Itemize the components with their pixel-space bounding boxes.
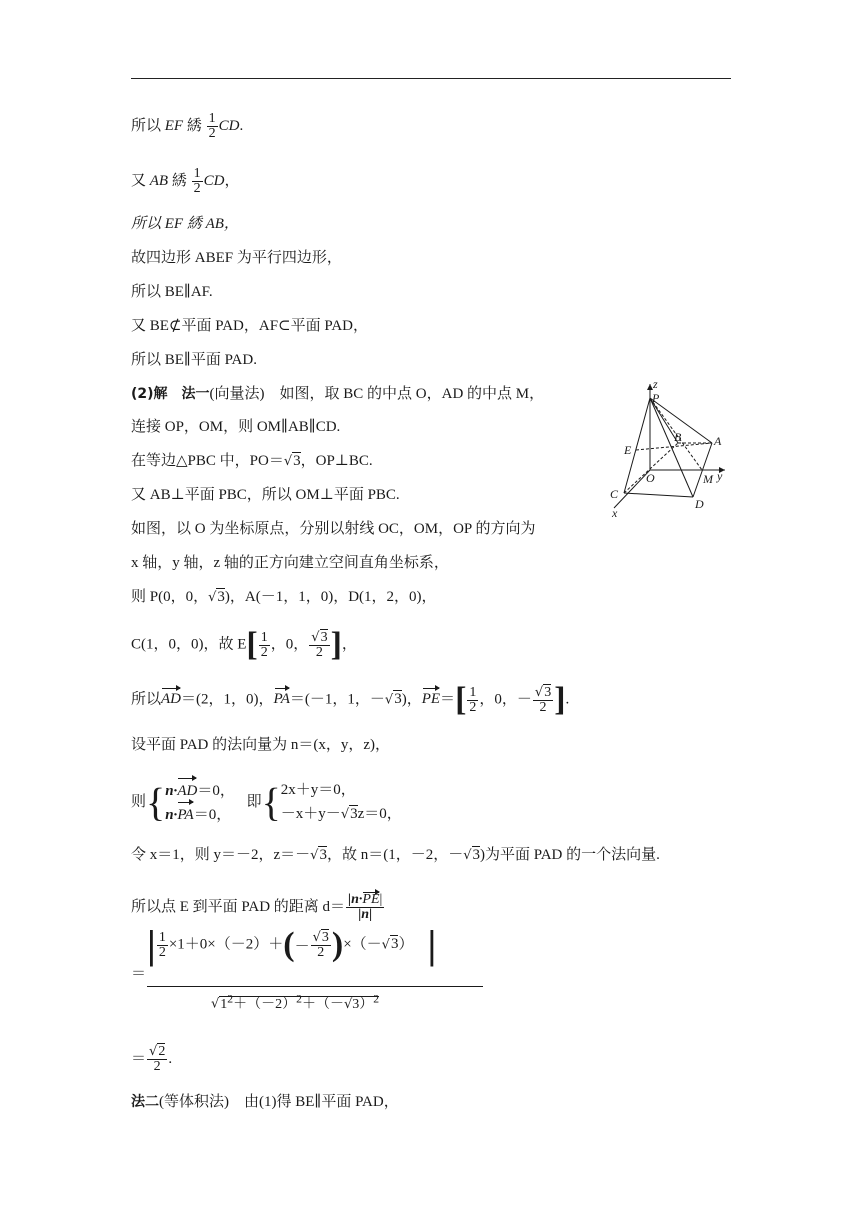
equals-sign: ＝	[131, 966, 147, 982]
line-be-parallel-plane: 所以 BE∥平面 PAD.	[131, 352, 257, 368]
text: 綉	[171, 172, 187, 189]
text: EF	[164, 117, 184, 134]
fraction: $\frac{1}{2}$	[193, 166, 201, 196]
line-result: ＝ $\frac{√2}{2}$ .	[131, 1044, 173, 1074]
line-be-not-in-plane: 又 BE⊄平面 PAD，AF⊂平面 PAD，	[131, 318, 368, 334]
line-parallelogram: 故四边形 ABEF 为平行四边形，	[131, 250, 342, 266]
text: CD	[218, 117, 240, 134]
text: CD	[203, 172, 225, 189]
method-heading: (2)解 法一	[131, 386, 210, 402]
label-b: B	[674, 430, 682, 444]
line-om-perp: 又 AB⊥平面 PBC，所以 OM⊥平面 PBC.	[131, 487, 400, 503]
label-c: C	[610, 487, 619, 501]
line-distance: 所以点 E 到平面 PAD 的距离 d＝ $\frac{|n\cdot PE|}{|n|}$	[131, 892, 383, 922]
label-o: O	[646, 471, 655, 485]
line-point-e: C(1，0，0)，故 E[ $\frac{1}{2}$ ，0， $\frac{√3}{2}$ ]，	[131, 626, 357, 663]
fraction: $\frac{√3}{2}$	[311, 629, 328, 660]
fraction: $\frac{1}{2}$	[208, 111, 216, 141]
vector-pa: PA	[273, 691, 290, 708]
line-method-two	[131, 1092, 399, 1112]
header-rule	[131, 78, 731, 79]
fraction: $\frac{|n\cdot PE|}{|n|}$	[348, 892, 383, 922]
fraction: $\frac{√2}{2}$	[149, 1044, 166, 1074]
label-e: E	[624, 443, 632, 457]
text: (等体积法) 由(1)得 BE∥平面 PAD，	[159, 1094, 399, 1110]
line-method-one	[131, 384, 544, 404]
text: AB	[149, 172, 169, 189]
line-ef-half-cd: 所以 EF 綉 $\frac{1}{2}$ CD.	[131, 111, 244, 141]
line-vectors: 所以AD＝(2，1，0)，PA＝(－1，1，－√3)，PE＝[ $\frac{1}{2}$ ，0，－ $\frac{√3}{2}$ ].	[131, 681, 570, 718]
system-1: n·AD＝0， n·PA＝0，	[165, 779, 235, 827]
label-a: A	[714, 434, 722, 448]
label-m: M	[703, 472, 713, 486]
label-p: P	[652, 391, 660, 405]
vector-pe: PE	[421, 691, 441, 708]
denominator: $√1^2+(-2)^2+(-√3)^2$	[211, 992, 380, 1012]
vector-ad: AD	[161, 691, 182, 708]
line-ab-half-cd: 又 AB 綉 $\frac{1}{2}$ CD，	[131, 166, 240, 196]
text: (向量法) 如图，取 BC 的中点 O，AD 的中点 M，	[209, 386, 545, 402]
label-z: z	[653, 380, 658, 391]
line-let-x: 令 x＝1，则 y＝－2，z＝－√3，故 n＝(1，－2，－√3)为平面 PAD 的一个法向量.	[131, 847, 660, 863]
line-system: 则{ n·AD＝0， n·PA＝0， 即{ 2x＋y＝0， －x＋y－√3z＝0，	[131, 778, 402, 827]
pyramid-figure	[600, 380, 740, 520]
system-2: 2x＋y＝0， －x＋y－√3z＝0，	[280, 782, 402, 822]
line-coordinates: 则 P(0，0，√3)，A(－1，1，0)，D(1，2，0)，	[131, 589, 437, 605]
line-equilateral: 在等边△PBC 中，PO＝√3，OP⊥BC.	[131, 453, 373, 469]
line-connect: 连接 OP，OM，则 OM∥AB∥CD.	[131, 419, 341, 435]
label-y: y	[717, 469, 723, 483]
text: 又	[131, 172, 147, 189]
numerator: | $\frac{1}{2}$ ×1＋0×（－2）＋(－ $\frac{√3}{2}$ )×（－√3） |	[147, 930, 483, 987]
line-be-af: 所以 BE∥AF.	[131, 284, 213, 300]
label-d: D	[695, 497, 704, 511]
fraction: $\frac{1}{2}$	[260, 629, 268, 660]
line-normal-vector: 设平面 PAD 的法向量为 n＝(x，y，z)，	[131, 737, 391, 753]
text: 所以	[131, 117, 162, 134]
line-axes: x 轴，y 轴，z 轴的正方向建立空间直角坐标系，	[131, 555, 449, 571]
line-origin: 如图，以 O 为坐标原点，分别以射线 OC，OM，OP 的方向为	[131, 521, 536, 537]
text: 綉	[186, 117, 202, 134]
label-x: x	[612, 506, 618, 520]
method-heading: 法二	[131, 1094, 159, 1110]
line-ef-ab: 所以 EF 綉 AB，	[131, 216, 239, 232]
